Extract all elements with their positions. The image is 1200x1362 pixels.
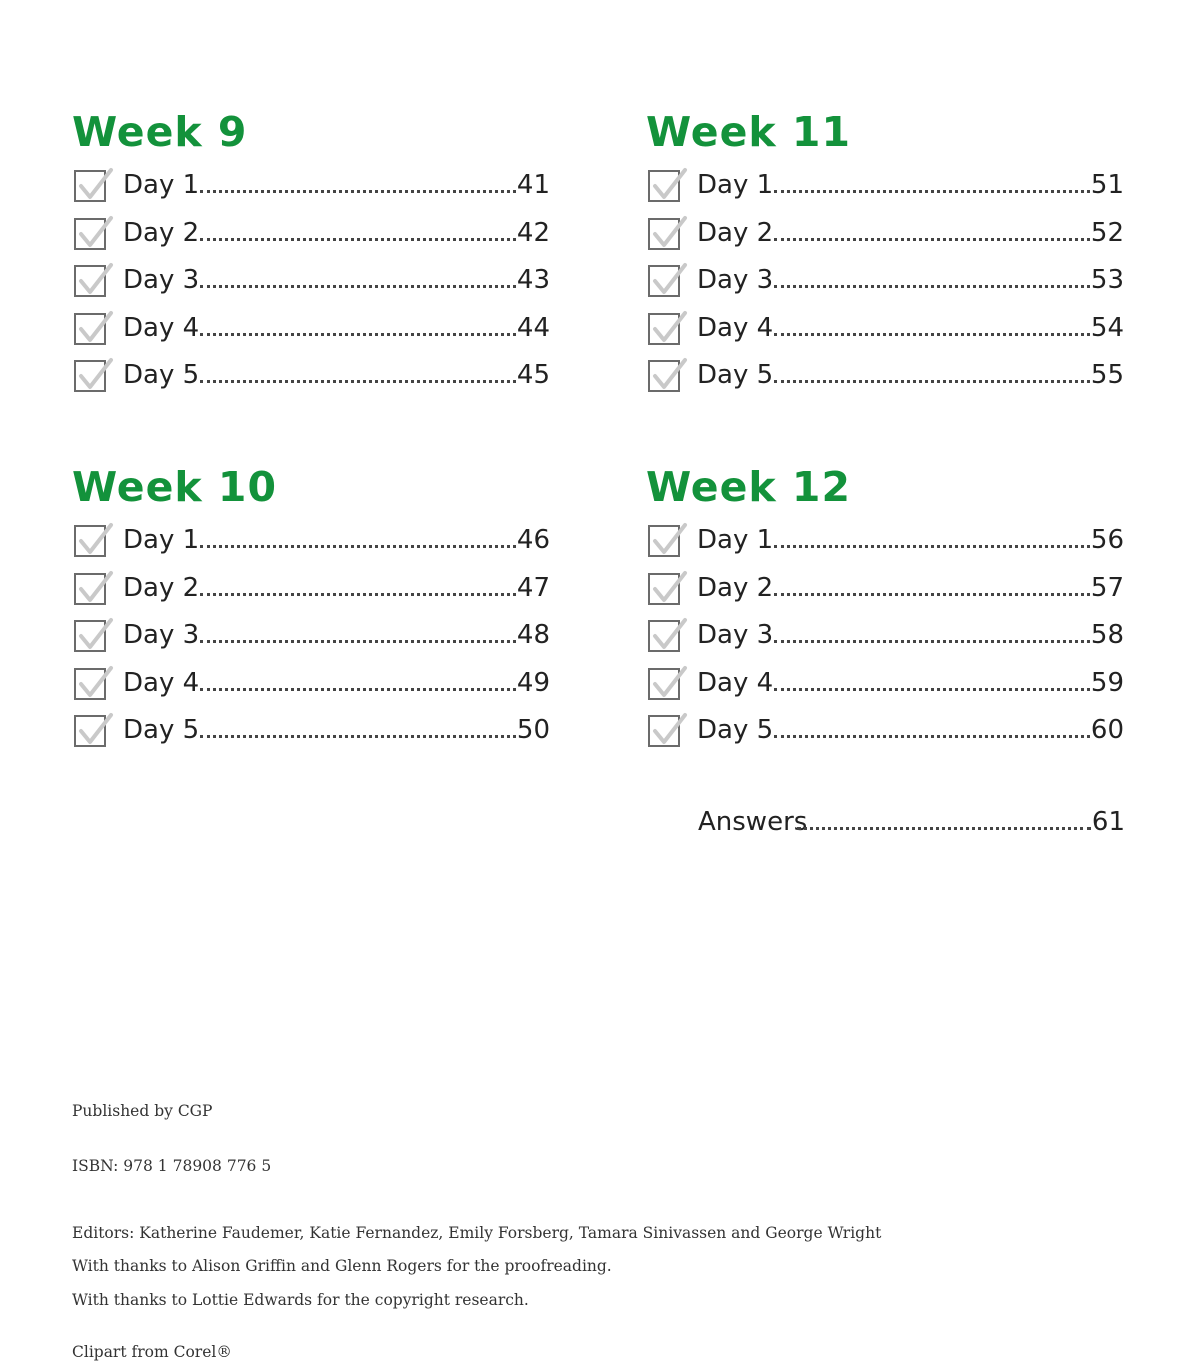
week-12-section [646, 465, 1126, 753]
checkmark-icon [77, 569, 115, 607]
copyright-thanks: With thanks to Lottie Edwards for the copyright research. [72, 1291, 529, 1309]
answers-entry [695, 805, 1127, 839]
dot-leader [774, 735, 1090, 738]
checkbox[interactable] [74, 668, 106, 700]
checkbox[interactable] [648, 218, 680, 250]
page-number: 58 [1090, 620, 1124, 650]
week-11-section [646, 110, 1126, 398]
checkmark-icon [651, 664, 689, 702]
dot-leader [200, 735, 516, 738]
day-label: Day 4 [123, 667, 200, 698]
checkbox[interactable] [648, 313, 680, 345]
page-number: 49 [516, 667, 550, 698]
dot-leader [774, 640, 1090, 643]
week-10-section [72, 465, 552, 753]
dot-leader [774, 190, 1090, 193]
day-row [72, 160, 552, 208]
day-label: Day 2 [123, 217, 200, 248]
checkbox[interactable] [74, 265, 106, 297]
checkmark-icon [651, 569, 689, 607]
checkmark-icon [651, 309, 689, 347]
checkbox[interactable] [74, 573, 106, 605]
page-number: 44 [516, 312, 550, 343]
day-row [646, 350, 1126, 398]
page-number: 42 [516, 217, 550, 248]
clipart-credit: Clipart from Corel® [72, 1343, 232, 1361]
day-label: Day 2 [697, 572, 774, 603]
day-row [72, 705, 552, 753]
dot-leader [200, 190, 516, 193]
page-number: 59 [1090, 667, 1124, 698]
day-row [646, 255, 1126, 303]
isbn: ISBN: 978 1 78908 776 5 [72, 1157, 272, 1175]
checkmark-icon [77, 616, 115, 654]
dot-leader [200, 285, 516, 288]
dot-leader [774, 333, 1090, 336]
day-row [72, 303, 552, 351]
day-label: Day 1 [123, 525, 200, 555]
day-row [646, 515, 1126, 563]
dot-leader [774, 593, 1090, 596]
day-row [646, 658, 1126, 706]
checkmark-icon [77, 261, 115, 299]
day-label: Day 1 [697, 170, 774, 200]
day-row [646, 303, 1126, 351]
dot-leader [774, 238, 1090, 241]
dot-leader [200, 593, 516, 596]
checkmark-icon [651, 616, 689, 654]
day-label: Day 1 [123, 170, 200, 200]
week-title: Week 10 [72, 463, 277, 511]
day-row [646, 610, 1126, 658]
checkbox[interactable] [74, 715, 106, 747]
dot-leader [200, 688, 516, 691]
page-number: 52 [1090, 217, 1124, 248]
dot-leader [200, 380, 516, 383]
dot-leader [797, 827, 1091, 830]
day-label: Day 5 [697, 715, 774, 745]
checkbox[interactable] [74, 620, 106, 652]
day-label: Day 5 [123, 715, 200, 745]
answers-label: Answers [698, 807, 808, 837]
checkmark-icon [651, 166, 689, 204]
day-row [72, 255, 552, 303]
day-label: Day 3 [123, 265, 200, 295]
proofreading-thanks: With thanks to Alison Griffin and Glenn Rogers for the proofreading. [72, 1257, 612, 1275]
checkbox[interactable] [648, 573, 680, 605]
checkbox[interactable] [74, 360, 106, 392]
day-label: Day 4 [697, 667, 774, 698]
dot-leader [774, 545, 1090, 548]
checkbox[interactable] [74, 525, 106, 557]
day-label: Day 5 [697, 360, 774, 390]
page-number: 46 [516, 525, 550, 555]
page-number: 43 [516, 265, 550, 295]
checkmark-icon [77, 664, 115, 702]
checkbox[interactable] [648, 668, 680, 700]
day-label: Day 2 [123, 572, 200, 603]
day-row [72, 610, 552, 658]
page-number: 48 [516, 620, 550, 650]
dot-leader [200, 545, 516, 548]
checkbox[interactable] [74, 313, 106, 345]
page-number: 51 [1090, 170, 1124, 200]
checkbox[interactable] [648, 620, 680, 652]
week-title: Week 11 [646, 108, 851, 156]
checkmark-icon [651, 356, 689, 394]
page-number: 56 [1090, 525, 1124, 555]
checkbox[interactable] [74, 218, 106, 250]
checkmark-icon [77, 166, 115, 204]
week-title: Week 9 [72, 108, 248, 156]
dot-leader [200, 333, 516, 336]
published-by: Published by CGP [72, 1102, 213, 1120]
checkmark-icon [77, 214, 115, 252]
page-number: 54 [1090, 312, 1124, 343]
day-label: Day 4 [697, 312, 774, 343]
editors: Editors: Katherine Faudemer, Katie Fernandez, Emily Forsberg, Tamara Sinivassen and George Wright [72, 1224, 882, 1242]
dot-leader [774, 380, 1090, 383]
page-number: 45 [516, 360, 550, 390]
checkmark-icon [77, 356, 115, 394]
checkmark-icon [651, 214, 689, 252]
page-number: 50 [516, 715, 550, 745]
checkbox[interactable] [74, 170, 106, 202]
dot-leader [774, 285, 1090, 288]
day-label: Day 3 [697, 620, 774, 650]
day-label: Day 1 [697, 525, 774, 555]
week-9-section [72, 110, 552, 398]
day-label: Day 3 [697, 265, 774, 295]
checkbox[interactable] [648, 715, 680, 747]
checkmark-icon [77, 309, 115, 347]
day-row [72, 350, 552, 398]
day-row [646, 563, 1126, 611]
page-number: 55 [1090, 360, 1124, 390]
day-row [72, 563, 552, 611]
dot-leader [200, 238, 516, 241]
day-label: Day 2 [697, 217, 774, 248]
checkmark-icon [77, 521, 115, 559]
checkmark-icon [651, 711, 689, 749]
week-title: Week 12 [646, 463, 851, 511]
checkbox[interactable] [648, 170, 680, 202]
dot-leader [200, 640, 516, 643]
page-number: 57 [1090, 572, 1124, 603]
day-row [72, 658, 552, 706]
checkmark-icon [651, 521, 689, 559]
day-label: Day 3 [123, 620, 200, 650]
checkmark-icon [651, 261, 689, 299]
dot-leader [774, 688, 1090, 691]
day-label: Day 5 [123, 360, 200, 390]
page-number: 61 [1091, 807, 1125, 837]
checkbox[interactable] [648, 265, 680, 297]
page-number: 47 [516, 572, 550, 603]
day-row [72, 208, 552, 256]
day-label: Day 4 [123, 312, 200, 343]
page-number: 41 [516, 170, 550, 200]
day-row [72, 515, 552, 563]
checkbox[interactable] [648, 525, 680, 557]
checkmark-icon [77, 711, 115, 749]
page-number: 60 [1090, 715, 1124, 745]
day-row [646, 705, 1126, 753]
checkbox[interactable] [648, 360, 680, 392]
day-row [646, 208, 1126, 256]
day-row [646, 160, 1126, 208]
page-number: 53 [1090, 265, 1124, 295]
